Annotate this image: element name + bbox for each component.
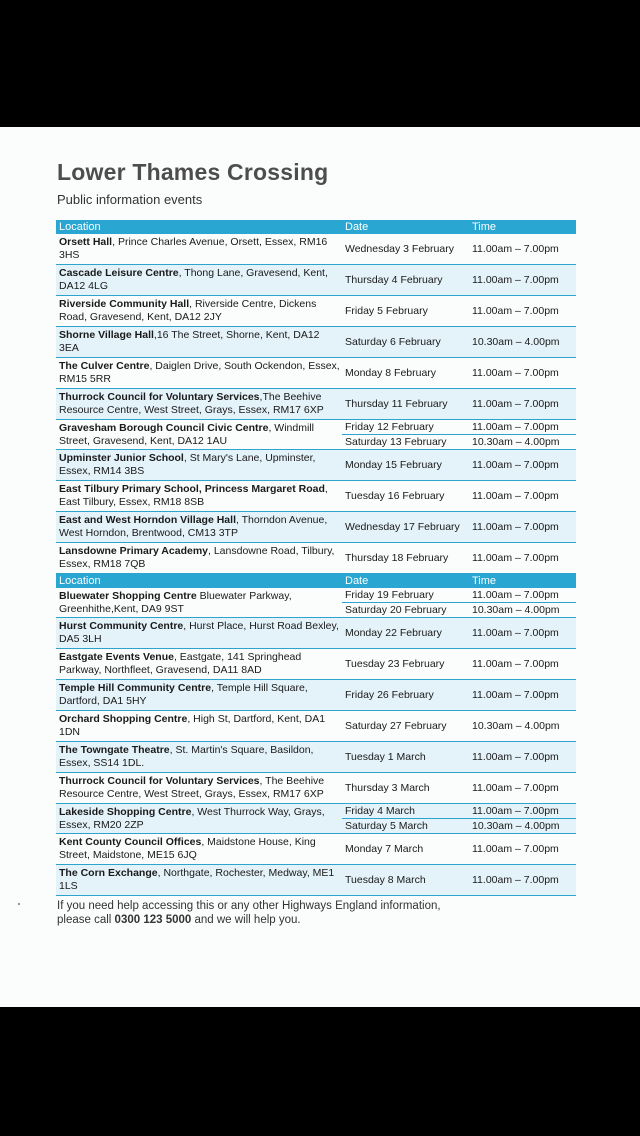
event-row — [56, 649, 576, 680]
venue-name: Thurrock Council for Voluntary Services — [59, 775, 260, 787]
event-date: Tuesday 16 February — [342, 481, 469, 512]
event-time: 11.00am – 7.00pm — [469, 389, 576, 420]
events-section-2 — [56, 574, 576, 896]
venue-name: Hurst Community Centre — [59, 620, 184, 632]
date-header: Date — [342, 574, 469, 589]
venue-cell — [56, 711, 342, 742]
event-time: 11.00am – 7.00pm — [469, 265, 576, 296]
venue-name: The Corn Exchange — [59, 867, 158, 879]
venue-name: Thurrock Council for Voluntary Services — [59, 391, 260, 403]
venue-address: , Daiglen Drive, South Ockendon, Essex, RM15 5RR — [59, 360, 340, 385]
event-time: 10.30am – 4.00pm — [469, 711, 576, 742]
venue-address: , Thong Lane, Gravesend, Kent, DA12 4LG — [59, 267, 328, 292]
venue-name: The Towngate Theatre — [59, 744, 170, 756]
location-header: Location — [56, 574, 342, 589]
event-time: 11.00am – 7.00pm — [469, 588, 576, 603]
venue-address: , St. Martin's Square, Basildon, Essex, SS14 1DL. — [59, 744, 314, 769]
event-date: Thursday 4 February — [342, 265, 469, 296]
event-date: Monday 15 February — [342, 450, 469, 481]
venue-address: , Hurst Place, Hurst Road Bexley, DA5 3LH — [59, 620, 339, 645]
event-row — [56, 265, 576, 296]
venue-address: , Eastgate, 141 Springhead Parkway, Northfleet, Gravesend, DA11 8AD — [59, 651, 302, 676]
event-time: 10.30am – 4.00pm — [469, 603, 576, 618]
help-phone-number: 0300 123 5000 — [114, 914, 192, 926]
event-row — [56, 588, 576, 603]
venue-name: Cascade Leisure Centre — [59, 267, 179, 279]
venue-address: , Prince Charles Avenue, Orsett, Essex, RM16 3HS — [59, 236, 328, 261]
time-header: Time — [469, 220, 576, 234]
event-date: Saturday 5 March — [342, 819, 469, 834]
event-row — [56, 450, 576, 481]
event-date: Friday 5 February — [342, 296, 469, 327]
event-date: Monday 8 February — [342, 358, 469, 389]
venue-name: Lansdowne Primary Academy — [59, 545, 208, 557]
venue-cell — [56, 865, 342, 896]
event-time: 11.00am – 7.00pm — [469, 358, 576, 389]
event-time: 11.00am – 7.00pm — [469, 804, 576, 819]
venue-name: East Tilbury Primary School, Princess Margaret Road — [59, 483, 325, 495]
venue-name: Eastgate Events Venue — [59, 651, 174, 663]
event-time: 11.00am – 7.00pm — [469, 481, 576, 512]
event-row — [56, 742, 576, 773]
venue-name: Upminster Junior School — [59, 452, 184, 464]
event-date: Monday 7 March — [342, 834, 469, 865]
event-time: 11.00am – 7.00pm — [469, 512, 576, 543]
event-row — [56, 834, 576, 865]
venue-cell — [56, 512, 342, 543]
event-row — [56, 234, 576, 265]
venue-cell — [56, 742, 342, 773]
venue-cell — [56, 420, 342, 450]
event-date: Tuesday 8 March — [342, 865, 469, 896]
event-row — [56, 389, 576, 420]
venue-name: Kent County Council Offices — [59, 836, 202, 848]
event-time: 11.00am – 7.00pm — [469, 296, 576, 327]
table-header-row — [56, 220, 576, 234]
event-date: Saturday 20 February — [342, 603, 469, 618]
help-note-suffix: and we will help you. — [191, 914, 301, 926]
event-date: Saturday 6 February — [342, 327, 469, 358]
location-header: Location — [56, 220, 342, 234]
time-header: Time — [469, 574, 576, 589]
event-date: Thursday 18 February — [342, 543, 469, 574]
venue-name: East and West Horndon Village Hall — [59, 514, 236, 526]
venue-address: , Riverside Centre, Dickens Road, Gravesend, Kent, DA12 2JY — [59, 298, 317, 323]
event-date: Wednesday 3 February — [342, 234, 469, 265]
venue-cell — [56, 327, 342, 358]
venue-cell — [56, 265, 342, 296]
help-note — [57, 899, 441, 927]
event-row — [56, 543, 576, 574]
venue-cell — [56, 834, 342, 865]
venue-address: , High St, Dartford, Kent, DA1 1DN — [59, 713, 326, 738]
event-row — [56, 804, 576, 819]
event-date: Friday 4 March — [342, 804, 469, 819]
venue-address: , Lansdowne Road, Tilbury, Essex, RM18 7QB — [59, 545, 335, 570]
event-row — [56, 358, 576, 389]
venue-cell — [56, 481, 342, 512]
help-note-line-2 — [57, 913, 441, 927]
venue-address: , West Thurrock Way, Grays, Essex, RM20 2ZP — [59, 805, 325, 831]
venue-cell — [56, 618, 342, 649]
event-time: 11.00am – 7.00pm — [469, 649, 576, 680]
venue-name: The Culver Centre — [59, 360, 150, 372]
venue-address: , Thorndon Avenue, West Horndon, Brentwood, CM13 3TP — [59, 514, 328, 539]
venue-name: Orsett Hall — [59, 236, 113, 248]
event-date: Thursday 3 March — [342, 773, 469, 804]
help-note-line-1: If you need help accessing this or any other Highways England information, — [57, 900, 441, 912]
venue-cell — [56, 649, 342, 680]
venue-cell — [56, 804, 342, 834]
venue-address: , Windmill Street, Gravesend, Kent, DA12 1AU — [59, 421, 314, 447]
venue-cell — [56, 358, 342, 389]
event-row — [56, 327, 576, 358]
venue-cell — [56, 234, 342, 265]
event-row — [56, 865, 576, 896]
event-date: Friday 19 February — [342, 588, 469, 603]
venue-name: Gravesham Borough Council Civic Centre — [59, 421, 269, 434]
help-note-prefix: please call — [57, 914, 115, 926]
event-date: Tuesday 23 February — [342, 649, 469, 680]
event-date: Saturday 27 February — [342, 711, 469, 742]
event-time: 10.30am – 4.00pm — [469, 819, 576, 834]
scan-speck — [18, 903, 20, 905]
event-date: Friday 12 February — [342, 420, 469, 435]
event-date: Wednesday 17 February — [342, 512, 469, 543]
event-time: 11.00am – 7.00pm — [469, 834, 576, 865]
venue-address: , East Tilbury, Essex, RM18 8SB — [59, 483, 328, 508]
event-time: 11.00am – 7.00pm — [469, 618, 576, 649]
venue-cell — [56, 588, 342, 618]
venue-cell — [56, 543, 342, 574]
events-section-1 — [56, 220, 576, 574]
event-row — [56, 711, 576, 742]
event-date: Thursday 11 February — [342, 389, 469, 420]
venue-name: Lakeside Shopping Centre — [59, 805, 192, 818]
event-time: 11.00am – 7.00pm — [469, 680, 576, 711]
venue-name: Orchard Shopping Centre — [59, 713, 188, 725]
event-row — [56, 680, 576, 711]
page-title: Lower Thames Crossing — [57, 159, 329, 185]
event-date: Saturday 13 February — [342, 435, 469, 450]
event-time: 11.00am – 7.00pm — [469, 420, 576, 435]
venue-cell — [56, 680, 342, 711]
venue-name: Riverside Community Hall — [59, 298, 190, 310]
event-time: 10.30am – 4.00pm — [469, 435, 576, 450]
event-time: 11.00am – 7.00pm — [469, 450, 576, 481]
event-date: Tuesday 1 March — [342, 742, 469, 773]
date-header: Date — [342, 220, 469, 234]
event-date: Monday 22 February — [342, 618, 469, 649]
venue-name: Bluewater Shopping Centre — [59, 589, 197, 602]
events-table — [56, 220, 576, 896]
page-subtitle: Public information events — [57, 192, 203, 207]
venue-cell — [56, 296, 342, 327]
venue-address: , Northgate, Rochester, Medway, ME1 1LS — [59, 867, 335, 892]
venue-address: , Maidstone House, King Street, Maidstone, ME15 6JQ — [59, 836, 316, 861]
venue-address: Bluewater Parkway, Greenhithe,Kent, DA9 9ST — [59, 589, 292, 615]
table-header-row — [56, 574, 576, 589]
venue-name: Shorne Village Hall — [59, 329, 154, 341]
event-time: 10.30am – 4.00pm — [469, 327, 576, 358]
event-date: Friday 26 February — [342, 680, 469, 711]
event-row — [56, 618, 576, 649]
venue-cell — [56, 389, 342, 420]
venue-cell — [56, 773, 342, 804]
document-page — [0, 127, 640, 1007]
venue-name: Temple Hill Community Centre — [59, 682, 212, 694]
event-row — [56, 481, 576, 512]
venue-address: , St Mary's Lane, Upminster, Essex, RM14 3BS — [59, 452, 316, 477]
venue-address: ,16 The Street, Shorne, Kent, DA12 3EA — [59, 329, 320, 354]
event-time: 11.00am – 7.00pm — [469, 234, 576, 265]
event-time: 11.00am – 7.00pm — [469, 543, 576, 574]
event-time: 11.00am – 7.00pm — [469, 742, 576, 773]
event-row — [56, 512, 576, 543]
venue-address: , Temple Hill Square, Dartford, DA1 5HY — [59, 682, 308, 707]
event-row — [56, 296, 576, 327]
venue-address: ,The Beehive Resource Centre, West Street, Grays, Essex, RM17 6XP — [59, 391, 324, 416]
event-row — [56, 773, 576, 804]
event-row — [56, 420, 576, 435]
venue-cell — [56, 450, 342, 481]
venue-address: , The Beehive Resource Centre, West Street, Grays, Essex, RM17 6XP — [59, 775, 325, 800]
event-time: 11.00am – 7.00pm — [469, 773, 576, 804]
event-time: 11.00am – 7.00pm — [469, 865, 576, 896]
